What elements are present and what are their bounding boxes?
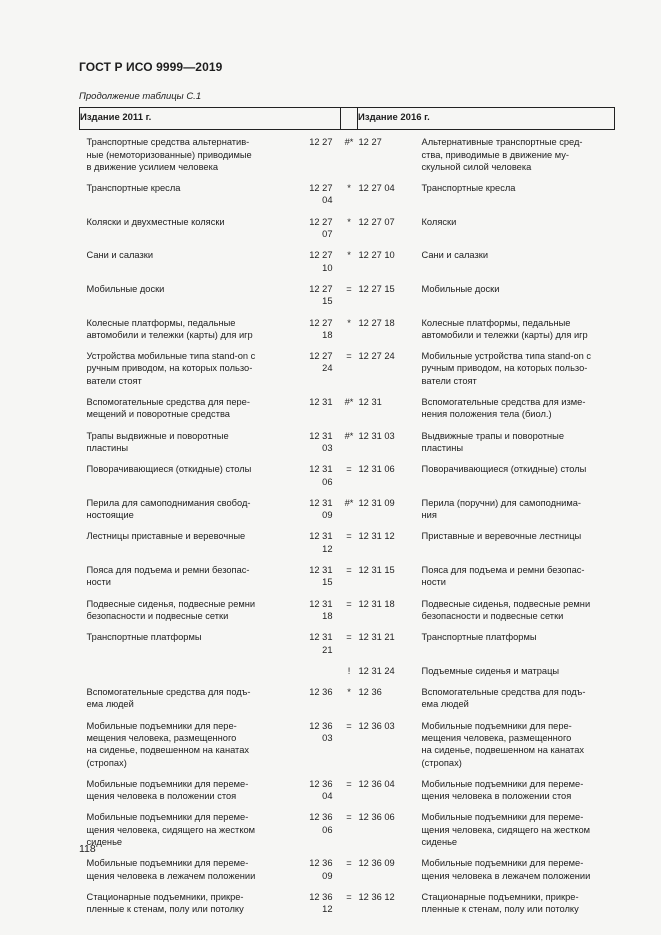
code-2011-cell: 12 27 xyxy=(309,137,333,148)
header-edition-2011: Издание 2011 г. xyxy=(80,108,341,130)
name-2011-cell: Мобильные подъемники для пере- мещения человека, размещенного на сиденье, подвешенном на канатах (стропах) xyxy=(86,720,250,768)
name-2011-cell xyxy=(80,665,307,686)
code-2011-cell: 12 31 09 xyxy=(309,497,333,521)
change-mark-cell: = xyxy=(346,531,352,542)
name-2011-cell: Транспортные платформы xyxy=(86,632,202,643)
change-mark-cell: = xyxy=(346,565,352,576)
name-2011-cell: Мобильные подъемники для переме- щения человека в положении стоя xyxy=(86,778,249,802)
name-2011-cell: Подвесные сиденья, подвесные ремни безопасности и подвесные сетки xyxy=(86,598,256,621)
change-mark-cell: ! xyxy=(347,665,351,676)
code-2016-cell: 12 36 xyxy=(358,687,382,698)
code-2011-cell: 12 36 04 xyxy=(309,778,333,802)
code-2016-cell: 12 27 xyxy=(358,137,382,148)
table-row xyxy=(80,130,615,182)
name-2016-cell: Транспортные кресла xyxy=(421,183,516,194)
table-row xyxy=(80,283,615,317)
change-mark-cell: * xyxy=(347,317,351,328)
comparison-table xyxy=(79,107,615,925)
change-mark-cell: * xyxy=(347,250,351,261)
table-header-row xyxy=(80,108,615,130)
change-mark-cell: = xyxy=(346,351,352,362)
change-mark-cell: = xyxy=(346,891,352,902)
table-caption: Продолжение таблицы С.1 xyxy=(79,91,202,102)
change-mark-cell: = xyxy=(346,598,352,609)
name-2011-cell: Вспомогательные средства для подъ- ема людей xyxy=(86,687,251,710)
table-row xyxy=(80,182,615,216)
page-number: 118 xyxy=(79,843,96,855)
table-row xyxy=(80,811,615,857)
table-row xyxy=(80,857,615,891)
change-mark-cell: * xyxy=(347,183,351,194)
code-2011-cell: 12 27 24 xyxy=(309,351,333,374)
name-2016-cell: Вспомогательные средства для подъ- ема людей xyxy=(421,687,586,710)
name-2011-cell: Мобильные подъемники для переме- щения человека, сидящего на жестком сиденье xyxy=(86,812,256,848)
code-2016-cell: 12 31 09 xyxy=(358,497,395,508)
change-mark-cell: = xyxy=(346,778,352,789)
name-2016-cell: Подъемные сиденья и матрацы xyxy=(421,665,560,676)
code-2016-cell: 12 31 06 xyxy=(358,464,395,475)
code-2016-cell: 12 31 xyxy=(358,397,382,408)
change-mark-cell: * xyxy=(347,687,351,698)
name-2016-cell: Коляски xyxy=(421,216,457,227)
name-2011-cell: Колесные платформы, педальные автомобили и тележки (карты) для игр xyxy=(86,317,253,340)
code-2016-cell: 12 27 18 xyxy=(358,317,395,328)
table-row xyxy=(80,463,615,497)
table-row xyxy=(80,216,615,250)
table-row xyxy=(80,249,615,283)
code-2011-cell: 12 27 04 xyxy=(309,183,333,206)
code-2011-cell: 12 31 18 xyxy=(309,598,333,621)
code-2011-cell: 12 27 10 xyxy=(309,250,333,273)
code-2011-cell: 12 31 21 xyxy=(309,632,333,655)
table-row xyxy=(80,665,615,686)
code-2016-cell: 12 27 04 xyxy=(358,183,395,194)
code-2016-cell: 12 27 07 xyxy=(358,216,395,227)
table-row xyxy=(80,778,615,812)
code-2016-cell: 12 31 24 xyxy=(358,665,395,676)
name-2011-cell: Коляски и двухместные коляски xyxy=(86,216,225,227)
change-mark-cell: = xyxy=(346,632,352,643)
code-2011-cell: 12 31 12 xyxy=(309,531,333,554)
table-body xyxy=(80,130,615,925)
name-2011-cell: Вспомогательные средства для пере- мещений и поворотные средства xyxy=(86,397,250,420)
name-2011-cell: Сани и салазки xyxy=(86,250,154,261)
code-2016-cell: 12 36 03 xyxy=(358,720,395,731)
name-2016-cell: Сани и салазки xyxy=(421,250,489,261)
table-row xyxy=(80,350,615,396)
name-2011-cell: Поворачивающиеся (откидные) столы xyxy=(86,464,252,475)
table-row xyxy=(80,497,615,531)
change-mark-cell: = xyxy=(346,858,352,869)
name-2016-cell: Мобильные доски xyxy=(421,283,500,294)
name-2011-cell: Мобильные подъемники для переме- щения человека в лежачем положении xyxy=(86,858,256,881)
table-row xyxy=(80,686,615,720)
code-2011-cell: 12 36 xyxy=(309,687,333,698)
code-2011-cell: 12 36 06 xyxy=(309,812,333,835)
name-2011-cell: Лестницы приставные и веревочные xyxy=(86,531,246,542)
name-2011-cell: Устройства мобильные типа stand-on с ручным приводом, на которых пользо- ватели стоят xyxy=(86,351,256,386)
change-mark-cell: #* xyxy=(344,397,354,408)
header-mark-column xyxy=(341,108,358,130)
name-2011-cell: Транспортные средства альтернатив- ные (немоторизованные) приводимые в движение усилием человека xyxy=(86,137,252,172)
code-2016-cell: 12 36 09 xyxy=(358,858,395,869)
name-2011-cell: Перила для самоподнимания свобод- ностоящие xyxy=(86,497,251,521)
name-2016-cell: Выдвижные трапы и поворотные пластины xyxy=(421,430,565,453)
document-title: ГОСТ Р ИСО 9999—2019 xyxy=(79,60,223,74)
name-2011-cell: Транспортные кресла xyxy=(86,183,181,194)
name-2016-cell: Приставные и веревочные лестницы xyxy=(421,531,582,542)
name-2016-cell: Мобильные устройства типа stand-on с ручным приводом, на которых пользо- ватели стоят xyxy=(421,351,592,386)
name-2016-cell: Мобильные подъемники для пере- мещения человека, размещенного на сиденье, подвешенном на канатах (стропах) xyxy=(421,720,585,768)
name-2016-cell: Подвесные сиденья, подвесные ремни безопасности и подвесные сетки xyxy=(421,598,591,621)
table-row xyxy=(80,720,615,778)
name-2011-cell: Пояса для подъема и ремни безопас- ности xyxy=(86,565,250,588)
code-2011-cell: 12 27 18 xyxy=(309,317,333,340)
header-edition-2016: Издание 2016 г. xyxy=(358,108,615,130)
name-2016-cell: Мобильные подъемники для переме- щения человека, сидящего на жестком сиденье xyxy=(421,812,591,848)
change-mark-cell: #* xyxy=(344,497,354,508)
table-row xyxy=(80,564,615,598)
name-2016-cell: Транспортные платформы xyxy=(421,632,537,643)
name-2011-cell: Мобильные доски xyxy=(86,283,165,294)
table-row xyxy=(80,891,615,925)
change-mark-cell: #* xyxy=(344,137,354,148)
code-2011-cell: 12 27 15 xyxy=(309,283,333,307)
code-2011-cell: 12 36 12 xyxy=(309,891,333,915)
name-2016-cell: Мобильные подъемники для переме- щения человека в лежачем положении xyxy=(421,858,591,881)
name-2016-cell: Перила (поручни) для самоподнима- ния xyxy=(421,497,582,521)
name-2011-cell: Трапы выдвижные и поворотные пластины xyxy=(86,430,229,453)
code-2016-cell: 12 36 06 xyxy=(358,812,395,823)
name-2011-cell: Стационарные подъемники, прикре- пленные к стенам, полу или потолку xyxy=(86,891,244,915)
code-2011-cell: 12 31 15 xyxy=(309,565,333,588)
name-2016-cell: Пояса для подъема и ремни безопас- ности xyxy=(421,565,585,588)
code-2016-cell: 12 36 04 xyxy=(358,778,395,789)
code-2016-cell: 12 31 15 xyxy=(358,565,395,576)
code-2016-cell: 12 31 03 xyxy=(358,430,395,441)
table-row xyxy=(80,631,615,665)
change-mark-cell: = xyxy=(346,464,352,475)
table-row xyxy=(80,430,615,464)
code-2011-cell: 12 36 09 xyxy=(309,858,333,881)
table-row xyxy=(80,317,615,351)
code-2011-cell: 12 31 03 xyxy=(309,430,333,453)
name-2016-cell: Вспомогательные средства для изме- нения положения тела (биол.) xyxy=(421,397,586,420)
change-mark-cell: #* xyxy=(344,430,354,441)
code-2016-cell: 12 36 12 xyxy=(358,891,395,902)
change-mark-cell: = xyxy=(346,812,352,823)
table-row xyxy=(80,396,615,430)
code-2016-cell: 12 27 24 xyxy=(358,351,395,362)
code-2016-cell: 12 27 10 xyxy=(358,250,395,261)
name-2016-cell: Стационарные подъемники, прикре- пленные к стенам, полу или потолку xyxy=(421,891,579,915)
change-mark-cell: * xyxy=(347,216,351,227)
code-2011-cell: 12 36 03 xyxy=(309,720,333,743)
code-2016-cell: 12 27 15 xyxy=(358,283,395,294)
change-mark-cell: = xyxy=(346,283,352,294)
code-2016-cell: 12 31 18 xyxy=(358,598,395,609)
code-2011-cell: 12 27 07 xyxy=(309,216,333,240)
code-2016-cell: 12 31 12 xyxy=(358,531,395,542)
name-2016-cell: Мобильные подъемники для переме- щения человека в положении стоя xyxy=(421,778,584,802)
table-row xyxy=(80,530,615,564)
code-2011-cell xyxy=(307,665,341,686)
code-2016-cell: 12 31 21 xyxy=(358,632,395,643)
name-2016-cell: Альтернативные транспортные сред- ства, приводимые в движение му- скульной силой человека xyxy=(421,137,583,172)
name-2016-cell: Колесные платформы, педальные автомобили и тележки (карты) для игр xyxy=(421,317,588,340)
table-row xyxy=(80,598,615,632)
code-2011-cell: 12 31 06 xyxy=(309,464,333,487)
name-2016-cell: Поворачивающиеся (откидные) столы xyxy=(421,464,587,475)
code-2011-cell: 12 31 xyxy=(309,397,333,408)
change-mark-cell: = xyxy=(346,720,352,731)
